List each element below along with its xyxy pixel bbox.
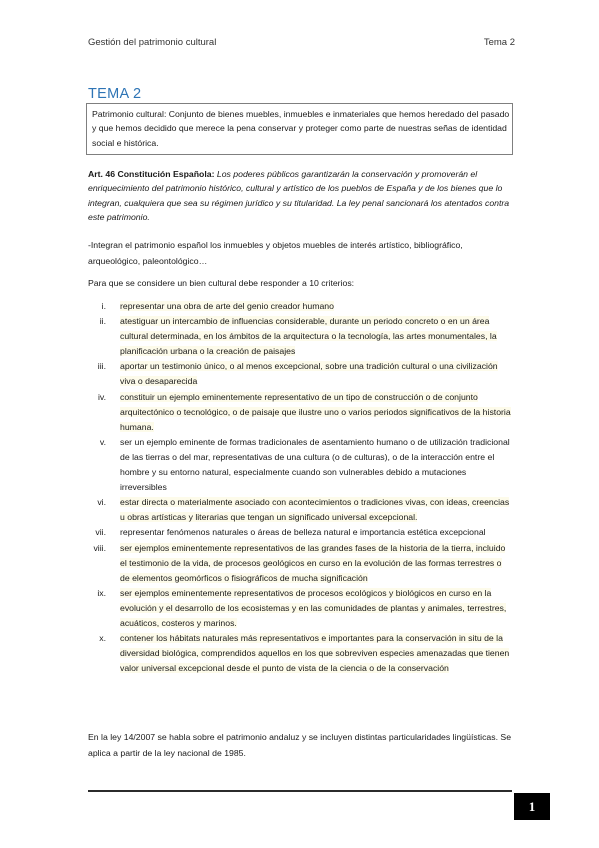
criteria-list (88, 299, 512, 676)
article-paragraph (88, 167, 512, 224)
list-item (88, 299, 512, 314)
list-item-text: ser ejemplos eminentemente representativos de procesos ecológicos y biológicos en curso en la evolución y el desarrollo de los ecosistemas y en las comunidades de plantas y animales, terrestres, acuáticos, costeros y marinos. (120, 587, 507, 628)
list-item-text: contener los hábitats naturales más representativos e importantes para la conservación in situ de la diversidad biológica, comprendidos aquellos en los que sobreviven especies amenazadas que tienen valor universal excepcional desde el punto de vista de la ciencia o de la conservación (120, 633, 510, 674)
list-item (88, 495, 512, 525)
list-item-number: i. (101, 301, 106, 311)
list-item-number: ix. (97, 587, 106, 598)
list-item (88, 525, 512, 540)
list-item-text: estar directa o materialmente asociado con acontecimientos o tradiciones vivas, con ideas, creencias u obras artísticas y literarias que tengan un significado universal excepcional. (120, 497, 510, 523)
header-right-text: Tema 2 (483, 37, 515, 48)
list-item-number: v. (99, 436, 106, 447)
list-item-text: ser un ejemplo eminente de formas tradicionales de asentamiento humano o de utilización tradicional de las tierras o del mar, representativas de una cultura (o de culturas), o de la interacción entre el hombre y su entorno natural, especialmente cuando son vulnerables debido a mutaciones irreversibles (120, 436, 510, 493)
list-item-number: viii. (93, 542, 106, 553)
andalusian-law-paragraph: En la ley 14/2007 se habla sobre el patrimonio andaluz y se incluyen distintas particularidades lingüísticas. Se aplica a partir de la ley nacional de 1985. (88, 732, 512, 758)
list-item-number: x. (99, 633, 106, 644)
list-item-text: atestiguar un intercambio de influencias considerable, durante un periodo concreto o en un área cultural determinada, en los ámbitos de la arquitectura o la tecnología, las artes monumentales, la planificación urbana o la creación de paisajes (120, 316, 497, 357)
list-item (88, 435, 512, 495)
list-item (88, 359, 512, 389)
list-item-number: ii. (99, 316, 106, 327)
page-number: 1 (514, 793, 550, 820)
list-item-text: constituir un ejemplo eminentemente representativo de un tipo de construcción o de conjunto arquitectónico o tecnológico, o de paisaje que ilustre uno o varios periodos significativos de la historia humana. (120, 391, 511, 432)
definition-text: Patrimonio cultural: Conjunto de bienes muebles, inmuebles e inmateriales que hemos heredado del pasado y que hemos decidido que merece la pena conservar y proteger como parte de nuestras señas de identidad social e histórica. (92, 109, 510, 148)
article-label: Art. 46 Constitución Española: (88, 169, 215, 179)
list-item (88, 541, 512, 586)
list-item-text: representar una obra de arte del genio creador humano (120, 301, 334, 311)
heritage-paragraph: -Integran el patrimonio español los inmuebles y objetos muebles de interés artístico, bibliográfico, arqueológico, paleontológico… (88, 240, 463, 266)
criteria-intro: Para que se considere un bien cultural debe responder a 10 criterios: (88, 278, 355, 288)
list-item-text: aportar un testimonio único, o al menos excepcional, sobre una tradición cultural o una civilización viva o desaparecida (120, 361, 498, 387)
list-item-number: vii. (95, 527, 106, 538)
list-item (88, 314, 512, 359)
page-header (88, 37, 515, 48)
list-item (88, 390, 512, 435)
definition-box (86, 103, 513, 155)
header-left-text: Gestión del patrimonio cultural (88, 37, 217, 48)
list-item-number: iii. (97, 361, 106, 372)
list-item-text: ser ejemplos eminentemente representativos de las grandes fases de la historia de la tierra, incluido el testimonio de la vida, de procesos geológicos en curso en la evolución de las formas terrestres o de elementos geomórficos o fisiográficos de mucha significación (120, 542, 506, 583)
page-title: TEMA 2 (88, 86, 142, 102)
article-text: Los poderes públicos garantizarán la conservación y promoverán el enriquecimiento del patrimonio histórico, cultural y artístico de los pueblos de España y de los bienes que lo integran, cualquiera que sea su régimen jurídico y su titularidad. La ley penal sancionará los atentados contra este patrimonio. (88, 169, 510, 222)
list-item-number: iv. (97, 391, 106, 402)
list-item-number: vi. (97, 497, 106, 508)
footer-divider (88, 790, 512, 792)
list-item (88, 631, 512, 676)
list-item (88, 586, 512, 631)
list-item-text: representar fenómenos naturales o áreas de belleza natural e importancia estética excepcional (120, 527, 486, 538)
